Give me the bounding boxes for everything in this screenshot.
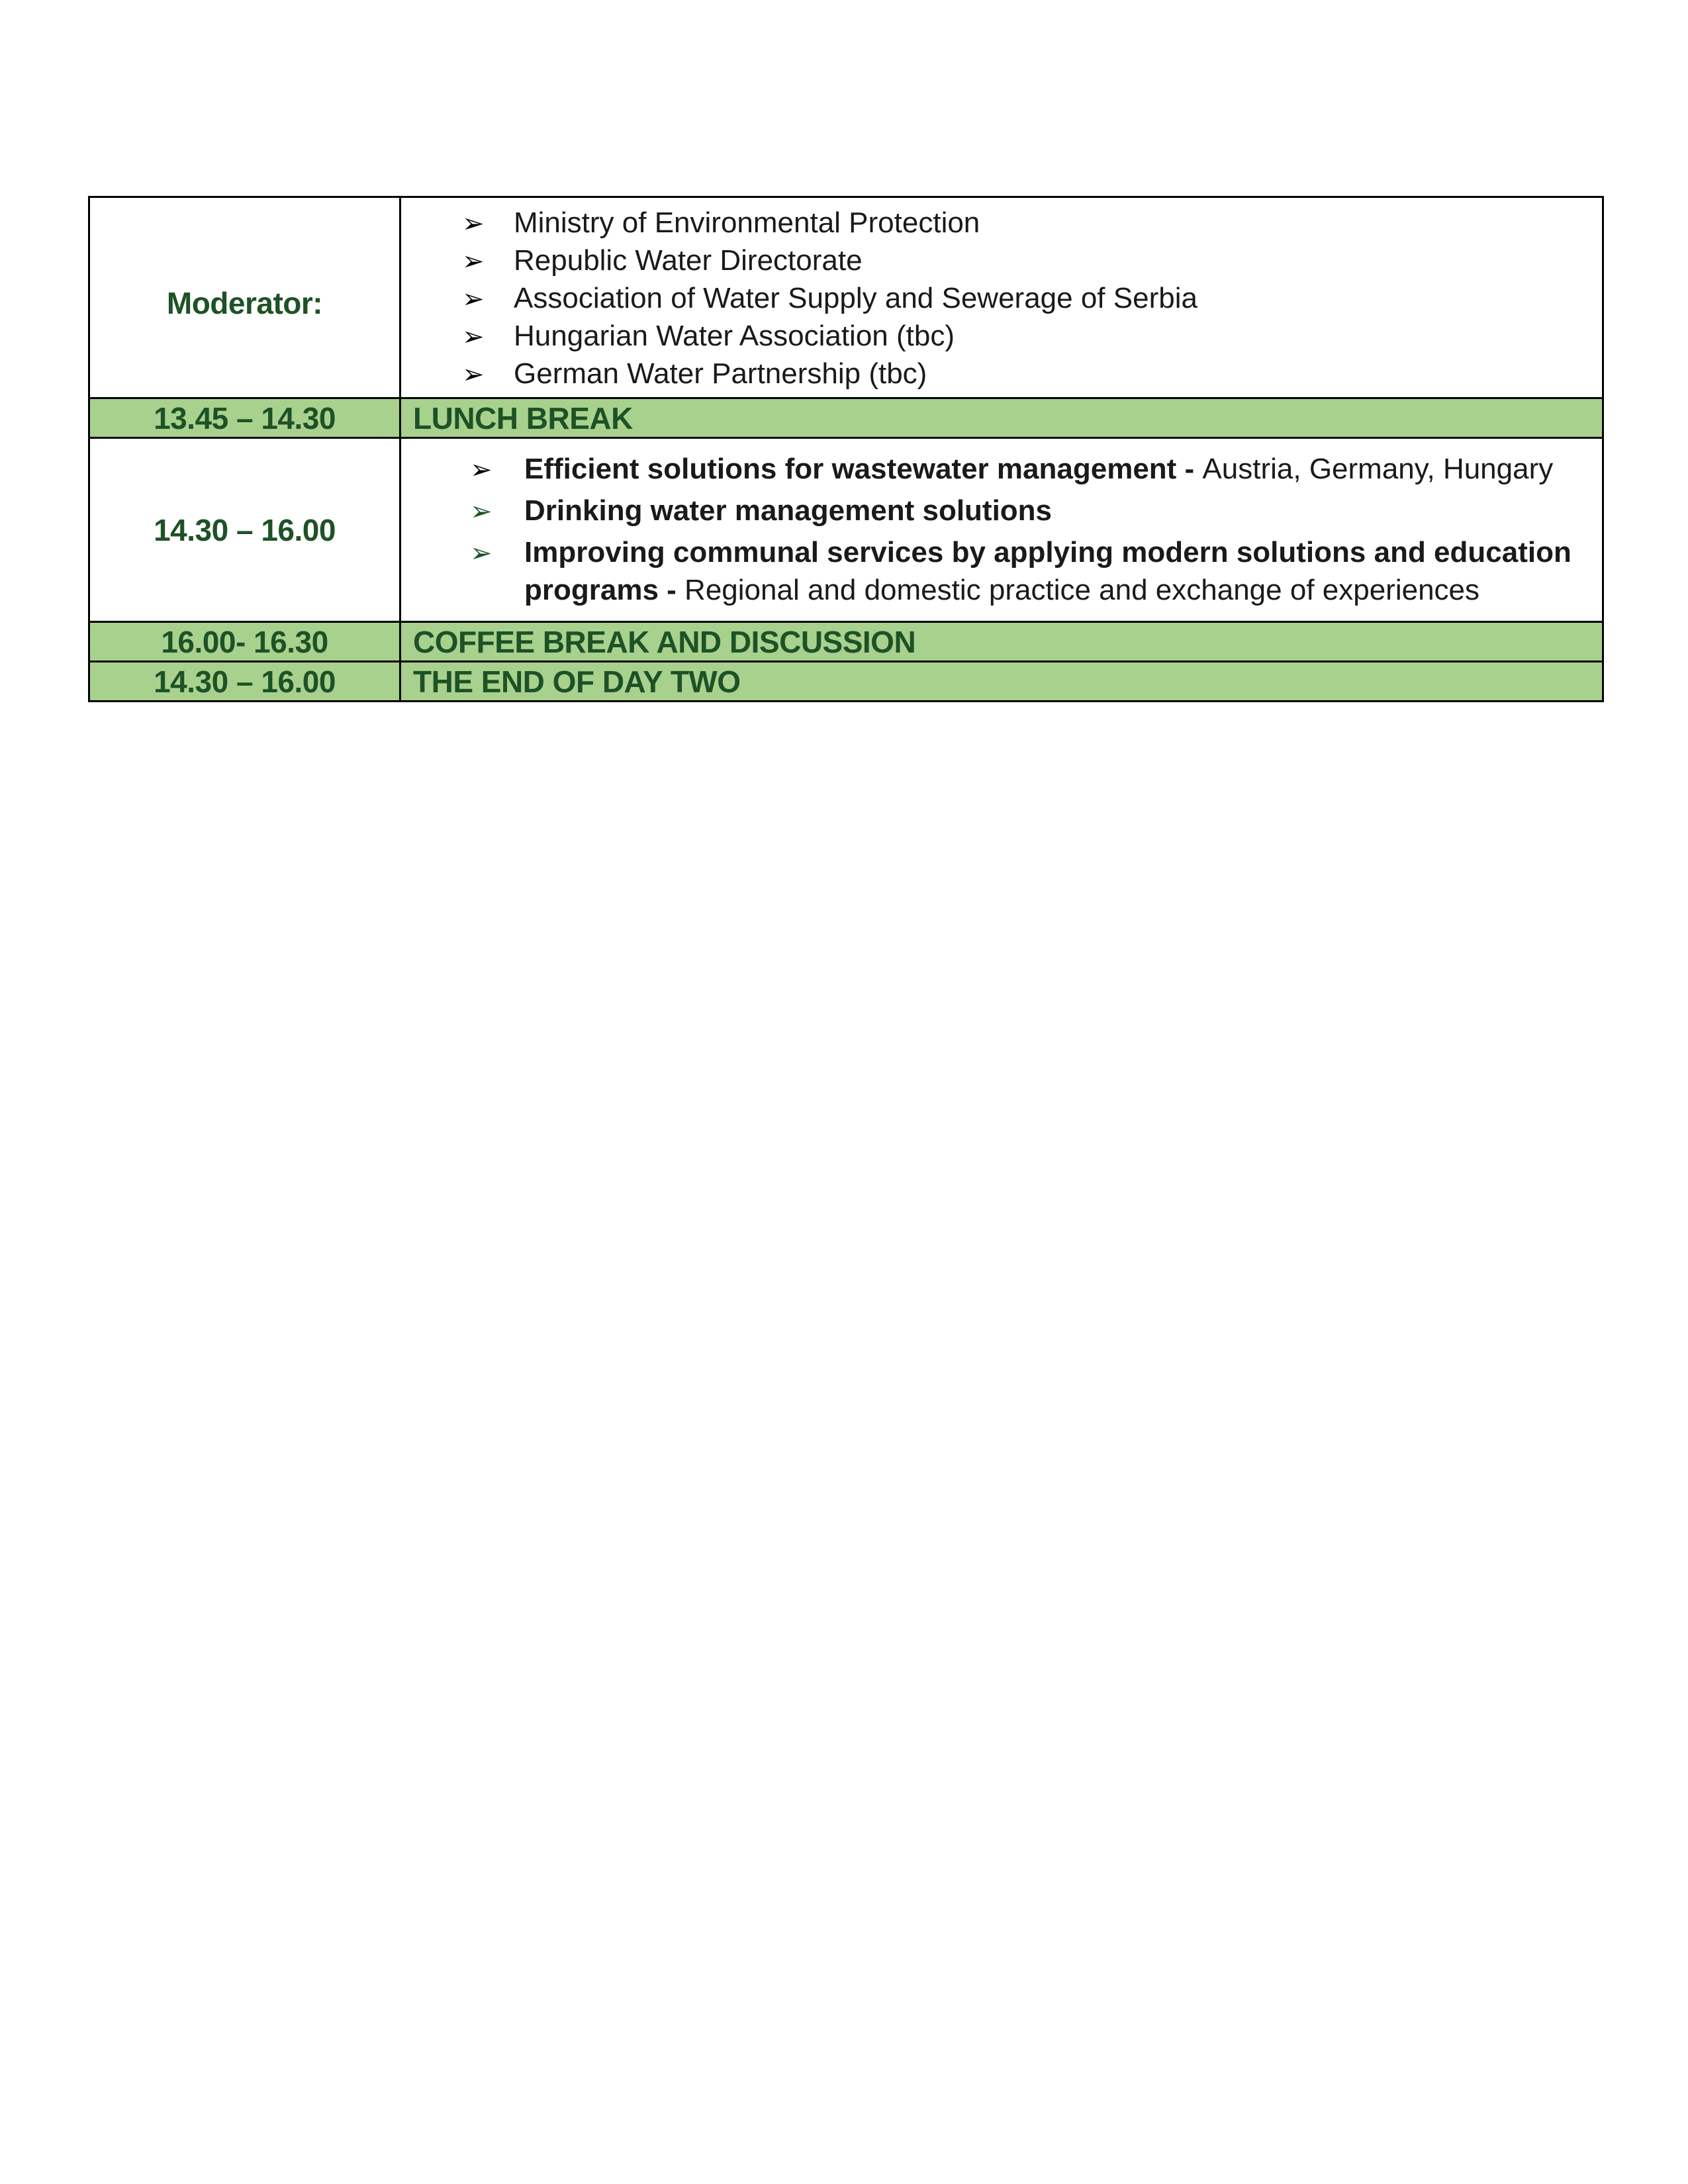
time-cell	[89, 662, 400, 702]
organization-name: Ministry of Environmental Protection	[514, 206, 980, 239]
organization-name: Association of Water Supply and Sewerage of Serbia	[514, 282, 1197, 314]
organization-name: Hungarian Water Association (tbc)	[514, 320, 955, 352]
arrow-bullet-icon: ➢	[470, 455, 492, 485]
moderator-label-cell	[89, 197, 400, 398]
table-row-moderator	[89, 197, 1603, 398]
table-row-coffee-break	[89, 622, 1603, 662]
topic-title: Improving communal services by applying modern solutions and education programs -	[524, 536, 1571, 606]
time-cell	[89, 398, 400, 438]
list-item	[462, 318, 1589, 355]
table-row-end-of-day	[89, 662, 1603, 702]
break-label-cell	[400, 622, 1603, 662]
break-label-cell	[400, 398, 1603, 438]
agenda-table	[88, 196, 1604, 702]
arrow-bullet-icon: ➢	[470, 496, 492, 527]
arrow-bullet-icon: ➢	[462, 284, 485, 314]
moderator-organizations-cell	[400, 197, 1603, 398]
break-label: THE END OF DAY TWO	[413, 664, 741, 699]
list-item	[462, 280, 1589, 318]
topic-title: Drinking water management solutions	[524, 494, 1053, 527]
time-range: 14.30 – 16.00	[154, 512, 336, 547]
arrow-bullet-icon: ➢	[462, 208, 485, 239]
time-cell	[89, 438, 400, 622]
table-row-lunch-break	[89, 398, 1603, 438]
time-range: 13.45 – 14.30	[154, 400, 336, 435]
topic-detail: Austria, Germany, Hungary	[1202, 453, 1554, 485]
topic-detail: Regional and domestic practice and exchange of experiences	[684, 574, 1480, 606]
arrow-bullet-icon: ➢	[462, 322, 485, 352]
table-row-session	[89, 438, 1603, 622]
break-label: COFFEE BREAK AND DISCUSSION	[413, 624, 916, 659]
organization-name: German Water Partnership (tbc)	[514, 357, 927, 390]
arrow-bullet-icon: ➢	[462, 246, 485, 277]
break-label: LUNCH BREAK	[413, 400, 633, 435]
break-label-cell	[400, 662, 1603, 702]
arrow-bullet-icon: ➢	[470, 538, 492, 569]
list-item	[462, 355, 1589, 393]
list-item	[470, 451, 1575, 488]
time-range: 16.00- 16.30	[161, 624, 328, 659]
list-item	[470, 492, 1575, 530]
list-item	[470, 534, 1575, 609]
time-range: 14.30 – 16.00	[154, 664, 336, 699]
organization-name: Republic Water Directorate	[514, 244, 863, 277]
list-item	[462, 242, 1589, 280]
topic-title: Efficient solutions for wastewater management -	[524, 453, 1203, 485]
list-item	[462, 205, 1589, 242]
session-topics-cell	[400, 438, 1603, 622]
time-cell	[89, 622, 400, 662]
arrow-bullet-icon: ➢	[462, 359, 485, 390]
moderator-label: Moderator:	[166, 285, 323, 320]
